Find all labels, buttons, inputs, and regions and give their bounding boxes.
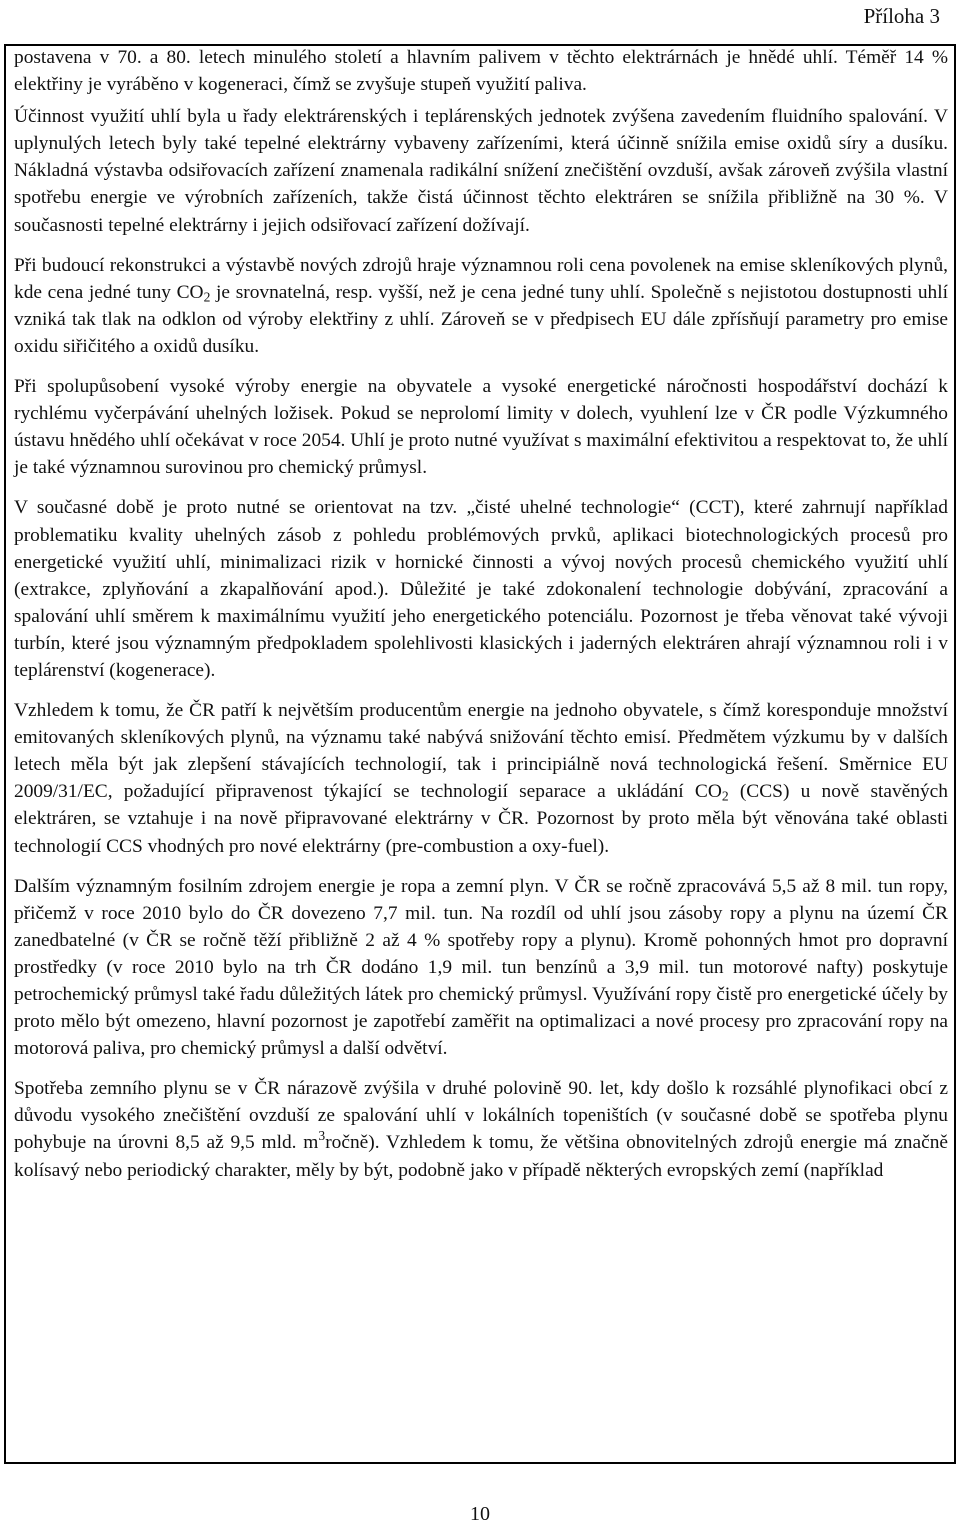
subscript: 2 bbox=[721, 788, 729, 804]
paragraph-text: ročně). Vzhledem k tomu, že většina obnovitelných zdrojů energie má značně kolísavý nebo periodický charakter, měly by být, podobně jako v případě některých evropských zemí (například bbox=[14, 1132, 949, 1181]
paragraph: V současné době je proto nutné se orientovat na tzv. „čisté uhelné technologie“ (CCT), které zahrnují například problematiku kvality uhelných zásob z pohledu problémových prvků, aplikaci biotechnologických procesů pro energetické využití uhlí, minimalizaci rizik v hornické činnosti a vývoj nových procesů chemického využití uhlí (extrakce, zplyňování a zkapalňování apod.). Důležité je také zdokonalení technologie dobývání, zpracování a spalování uhlí směrem k maximálnímu využití jeho energetického potenciálu. Pozornost je třeba věnovat také vývoji turbín, které jsou významným předpokladem spolehlivosti klasických i jaderných elektráren ahrají významnou roli i v teplárenství (kogenerace). bbox=[14, 497, 948, 681]
paragraph-text: je srovnatelná, resp. vyšší, než je cena jedné tuny uhlí. Společně s nejistotou dostupnosti uhlí vzniká tak tlak na odklon od výroby elektřiny z uhlí. Zároveň se v předpisech EU dále zpřísňují parametry pro emise oxidu siřičitého a oxidů dusíku. bbox=[14, 281, 948, 357]
appendix-label: Příloha 3 bbox=[863, 4, 940, 28]
paragraph-text: Při budoucí rekonstrukci a výstavbě nových zdrojů hraje významnou roli cena povolenek na emise skleníkových plynů, kde cena jedné tuny CO bbox=[14, 254, 948, 303]
paragraph: postavena v 70. a 80. letech minulého století a hlavním palivem v těchto elektrárnách je hnědé uhlí. Téměř 14 % elektřiny je vyráběno v kogeneraci, čímž se zvyšuje stupeň využití paliva. bbox=[14, 47, 948, 96]
paragraph: Při spolupůsobení vysoké výroby energie na obyvatele a vysoké energetické náročnosti hospodářství dochází k rychlému vyčerpávání uhelných ložisek. Pokud se neprolomí limity v dolech, vyuhlení lze v ČR podle Výzkumného ústavu hnědého uhlí očekávat v roce 2054. Uhlí je proto nutné využívat s maximální efektivitou a respektovat to, že uhlí je také významnou surovinou pro chemický průmysl. bbox=[14, 376, 948, 479]
paragraph bbox=[14, 1075, 948, 1183]
paragraph-text: Spotřeba zemního plynu se v ČR nárazově zvýšila v druhé polovině 90. let, kdy došlo k rozsáhlé plynofikaci obcí z důvodu vysokého znečištění ovzduší ze spalování uhlí v lokálních topeništích (v současné době se spotřeba plynu pohybuje na úrovni 8,5 až 9,5 mld. m bbox=[14, 1078, 948, 1154]
subscript: 2 bbox=[203, 289, 211, 305]
superscript: 3 bbox=[318, 1128, 326, 1144]
page-number: 10 bbox=[470, 1503, 490, 1525]
paragraph bbox=[14, 252, 948, 360]
paragraph-text: Vzhledem k tomu, že ČR patří k největším producentům energie na jednoho obyvatele, s čímž koresponduje množství emitovaných skleníkových plynů, na významu také nabývá snižování těchto emisí. Předmětem výzkumu by v dalších letech měla být jak zlepšení stávajících technologií, tak i principiálně nová technologická řešení. Směrnice EU 2009/31/EC, požadující připravenost týkající se technologií separace a ukládání CO bbox=[14, 700, 948, 803]
document-body bbox=[14, 44, 948, 1197]
paragraph: Účinnost využití uhlí byla u řady elektrárenských i teplárenských jednotek zvýšena zavedením fluidního spalování. V uplynulých letech byly také tepelné elektrárny vybaveny zařízeními, která účinně snížila emise oxidů síry a dusíku. Nákladná výstavba odsiřovacích zařízení znamenala radikální snížení znečištění ovzduší, avšak zároveň zvýšila vlastní spotřebu energie ve výrobních zařízeních, takže čistá účinnost těchto elektráren se snížila přibližně na 30 %. V současnosti tepelné elektrárny i jejich odsiřovací zařízení dožívají. bbox=[14, 106, 948, 236]
paragraph: Dalším významným fosilním zdrojem energie je ropa a zemní plyn. V ČR se ročně zpracovává 5,5 až 8 mil. tun ropy, přičemž v roce 2010 bylo do ČR dovezeno 7,7 mil. tun. Na rozdíl od uhlí jsou zásoby ropy a plynu na území ČR zanedbatelné (v ČR se ročně těží přibližně 2 až 4 % spotřeby ropy a plynu). Kromě pohonných hmot pro dopravní prostředky (v roce 2010 bylo na trh ČR dodáno 1,9 mil. tun benzínů a 3,9 mil. tun motorové nafty) poskytuje petrochemický průmysl také řadu důležitých látek pro chemický průmysl. Využívání ropy čistě pro energetické účely by proto mělo být omezeno, hlavní pozornost je zapotřebí zaměřit na optimalizaci a nové procesy pro zpracování ropy na motorová paliva, pro chemický průmysl a další odvětví. bbox=[14, 875, 948, 1060]
paragraph bbox=[14, 697, 948, 860]
paragraph-text: (CCS) u nově stavěných elektráren, se vztahuje i na nově připravované elektrárny v ČR. Pozornost by proto měla být věnována také oblasti technologií CCS vhodných pro nové elektrárny (pre-combustion a oxy-fuel). bbox=[14, 781, 948, 857]
